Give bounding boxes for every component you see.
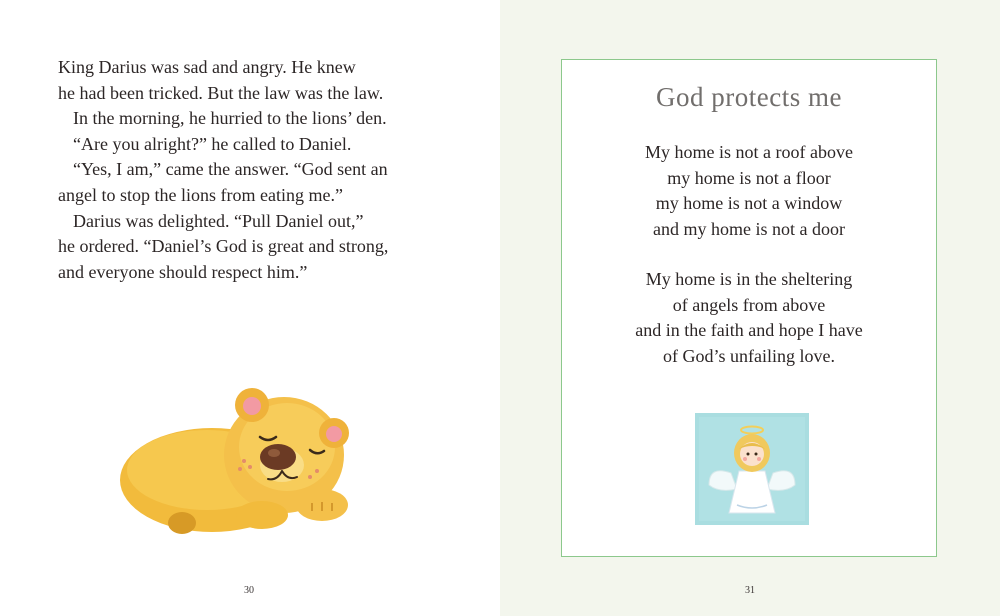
story-line: “Yes, I am,” came the answer. “God sent an: [73, 159, 388, 180]
poem-line: of God’s unfailing love.: [663, 345, 835, 366]
poem-title: God protects me: [656, 82, 842, 112]
story-line: King Darius was sad and angry. He knew: [58, 57, 356, 77]
poem-stanza-1: [562, 140, 936, 242]
poem-line: My home is not a roof above: [645, 142, 853, 162]
sleeping-lion-cub-illustration: [112, 375, 352, 545]
poem-line: and my home is not a door: [653, 218, 845, 239]
story-line: he had been tricked. But the law was the law.: [58, 82, 384, 103]
story-line: and everyone should respect him.”: [58, 261, 308, 282]
page-number: 31: [745, 585, 755, 596]
poem-line: and in the faith and hope I have: [635, 320, 863, 341]
story-line: Darius was delighted. “Pull Daniel out,”: [73, 210, 364, 231]
story-line: In the morning, he hurried to the lions’ den.: [73, 108, 387, 129]
story-line: “Are you alright?” he called to Daniel.: [73, 133, 352, 154]
story-line: he ordered. “Daniel’s God is great and strong,: [58, 236, 389, 257]
angel-illustration: [695, 413, 809, 525]
poem-line: my home is not a floor: [667, 167, 831, 188]
poem-line: of angels from above: [672, 294, 826, 315]
poem-line: my home is not a window: [655, 193, 843, 214]
poem-line: My home is in the sheltering: [645, 269, 853, 289]
story-line: angel to stop the lions from eating me.”: [58, 184, 343, 205]
page-number: 30: [244, 585, 254, 596]
story-text: [58, 55, 478, 285]
poem-stanza-2: [562, 267, 936, 369]
